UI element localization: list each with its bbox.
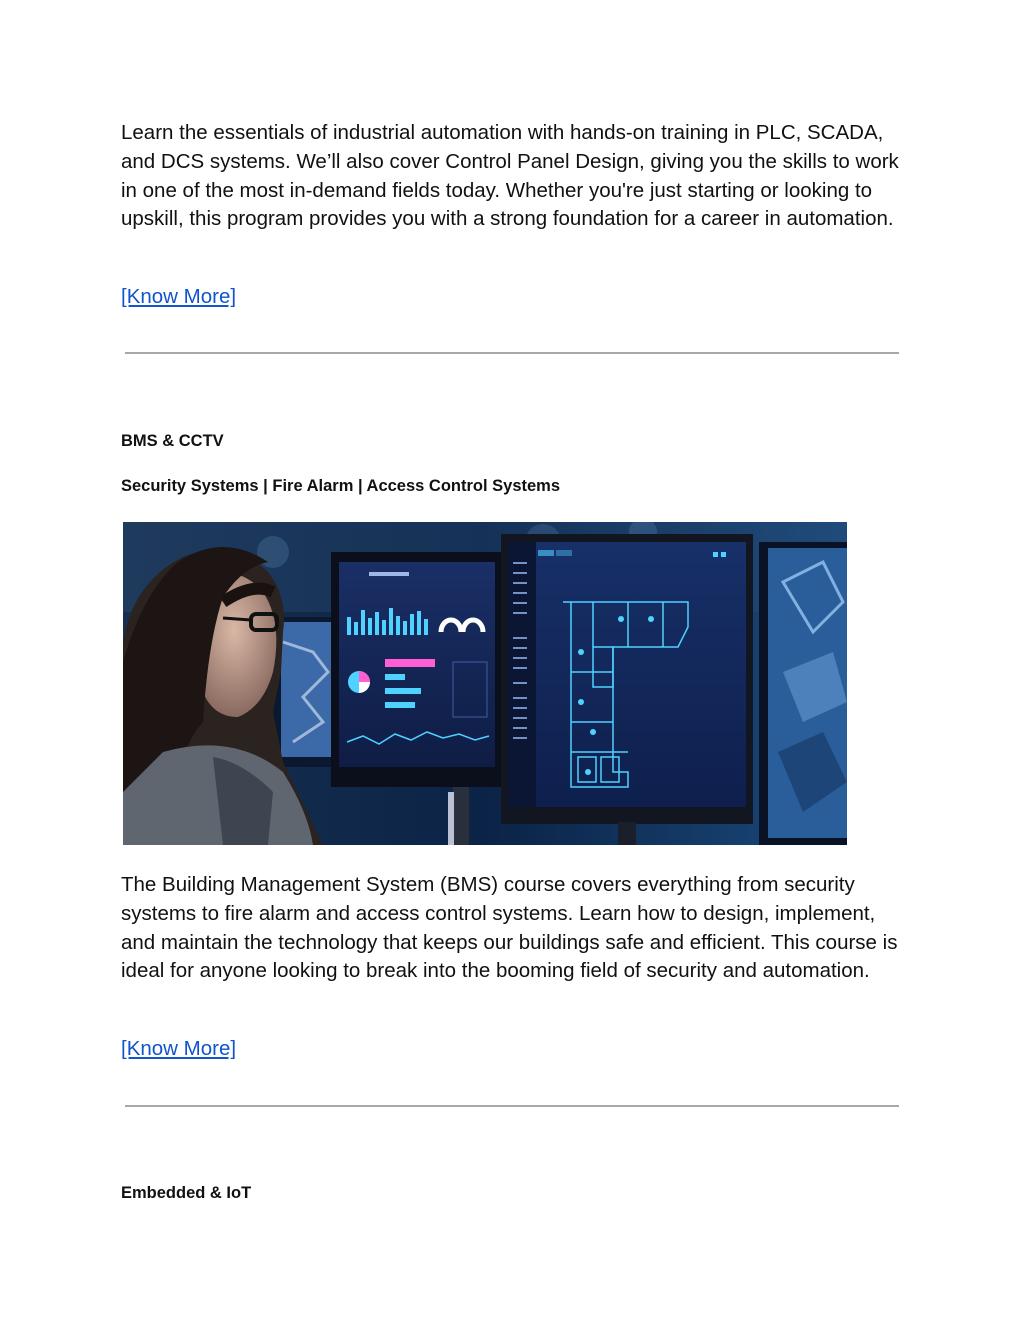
embedded-section-title: Embedded & IoT <box>121 1184 252 1202</box>
section-divider <box>125 1105 899 1107</box>
section-divider <box>125 352 899 354</box>
automation-know-more-link[interactable]: [Know More] <box>121 285 237 308</box>
bms-know-more-link[interactable]: [Know More] <box>121 1037 237 1060</box>
bms-section-subtitle: Security Systems | Fire Alarm | Access Control Systems <box>121 477 561 495</box>
bms-section-title: BMS & CCTV <box>121 432 224 450</box>
bms-description: The Building Management System (BMS) course covers everything from security systems to fire alarm and access control systems. Learn how to design, implement, and maintain the technology that keeps our buildings safe and efficient. This course is ideal for anyone looking to break into the booming field of security and automation. <box>121 873 898 983</box>
bms-control-room-photo <box>123 522 847 845</box>
automation-description: Learn the essentials of industrial automation with hands-on training in PLC, SCADA, and DCS systems. We’ll also cover Control Panel Design, giving you the skills to work in one of the most in-demand fields today. Whether you're just starting or looking to upskill, this program provides you with a strong foundation for a career in automation. <box>121 121 899 231</box>
